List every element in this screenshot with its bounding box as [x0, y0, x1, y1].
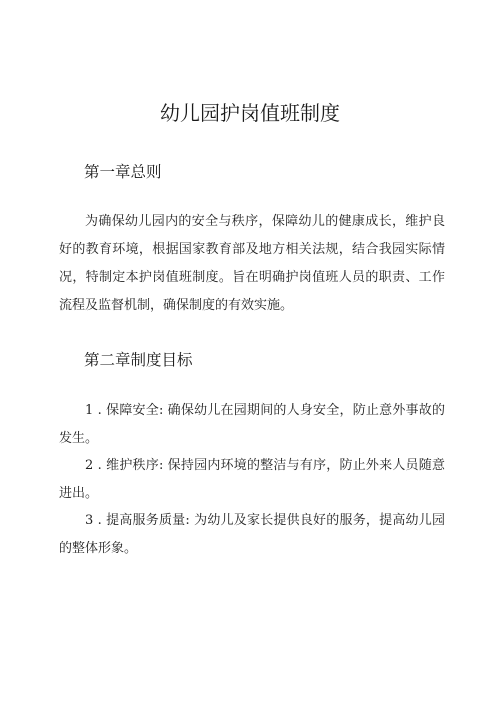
chapter-1-heading: 第一章总则 [84, 163, 162, 181]
goal-item-safety: 1 . 保障安全: 确保幼儿在园期间的人身安全，防止意外事故的发生。 [59, 403, 445, 446]
goal-item-order: 2 . 维护秩序: 保持园内环境的整洁与有序，防止外来人员随意进出。 [59, 458, 445, 501]
chapter-2-heading: 第二章制度目标 [84, 351, 193, 369]
goal-item-service-quality: 3 . 提高服务质量: 为幼儿及家长提供良好的服务，提高幼儿园的整体形象。 [59, 513, 445, 556]
chapter-1-paragraph: 为确保幼儿园内的安全与秩序，保障幼儿的健康成长，维护良好的教育环境，根据国家教育部及地方相关法规，结合我园实际情况，特制定本护岗值班制度。旨在明确护岗值班人员的职责、工作流程及监督机制，确保制度的有效实施。 [59, 214, 445, 313]
document-title: 幼儿园护岗值班制度 [160, 101, 340, 125]
